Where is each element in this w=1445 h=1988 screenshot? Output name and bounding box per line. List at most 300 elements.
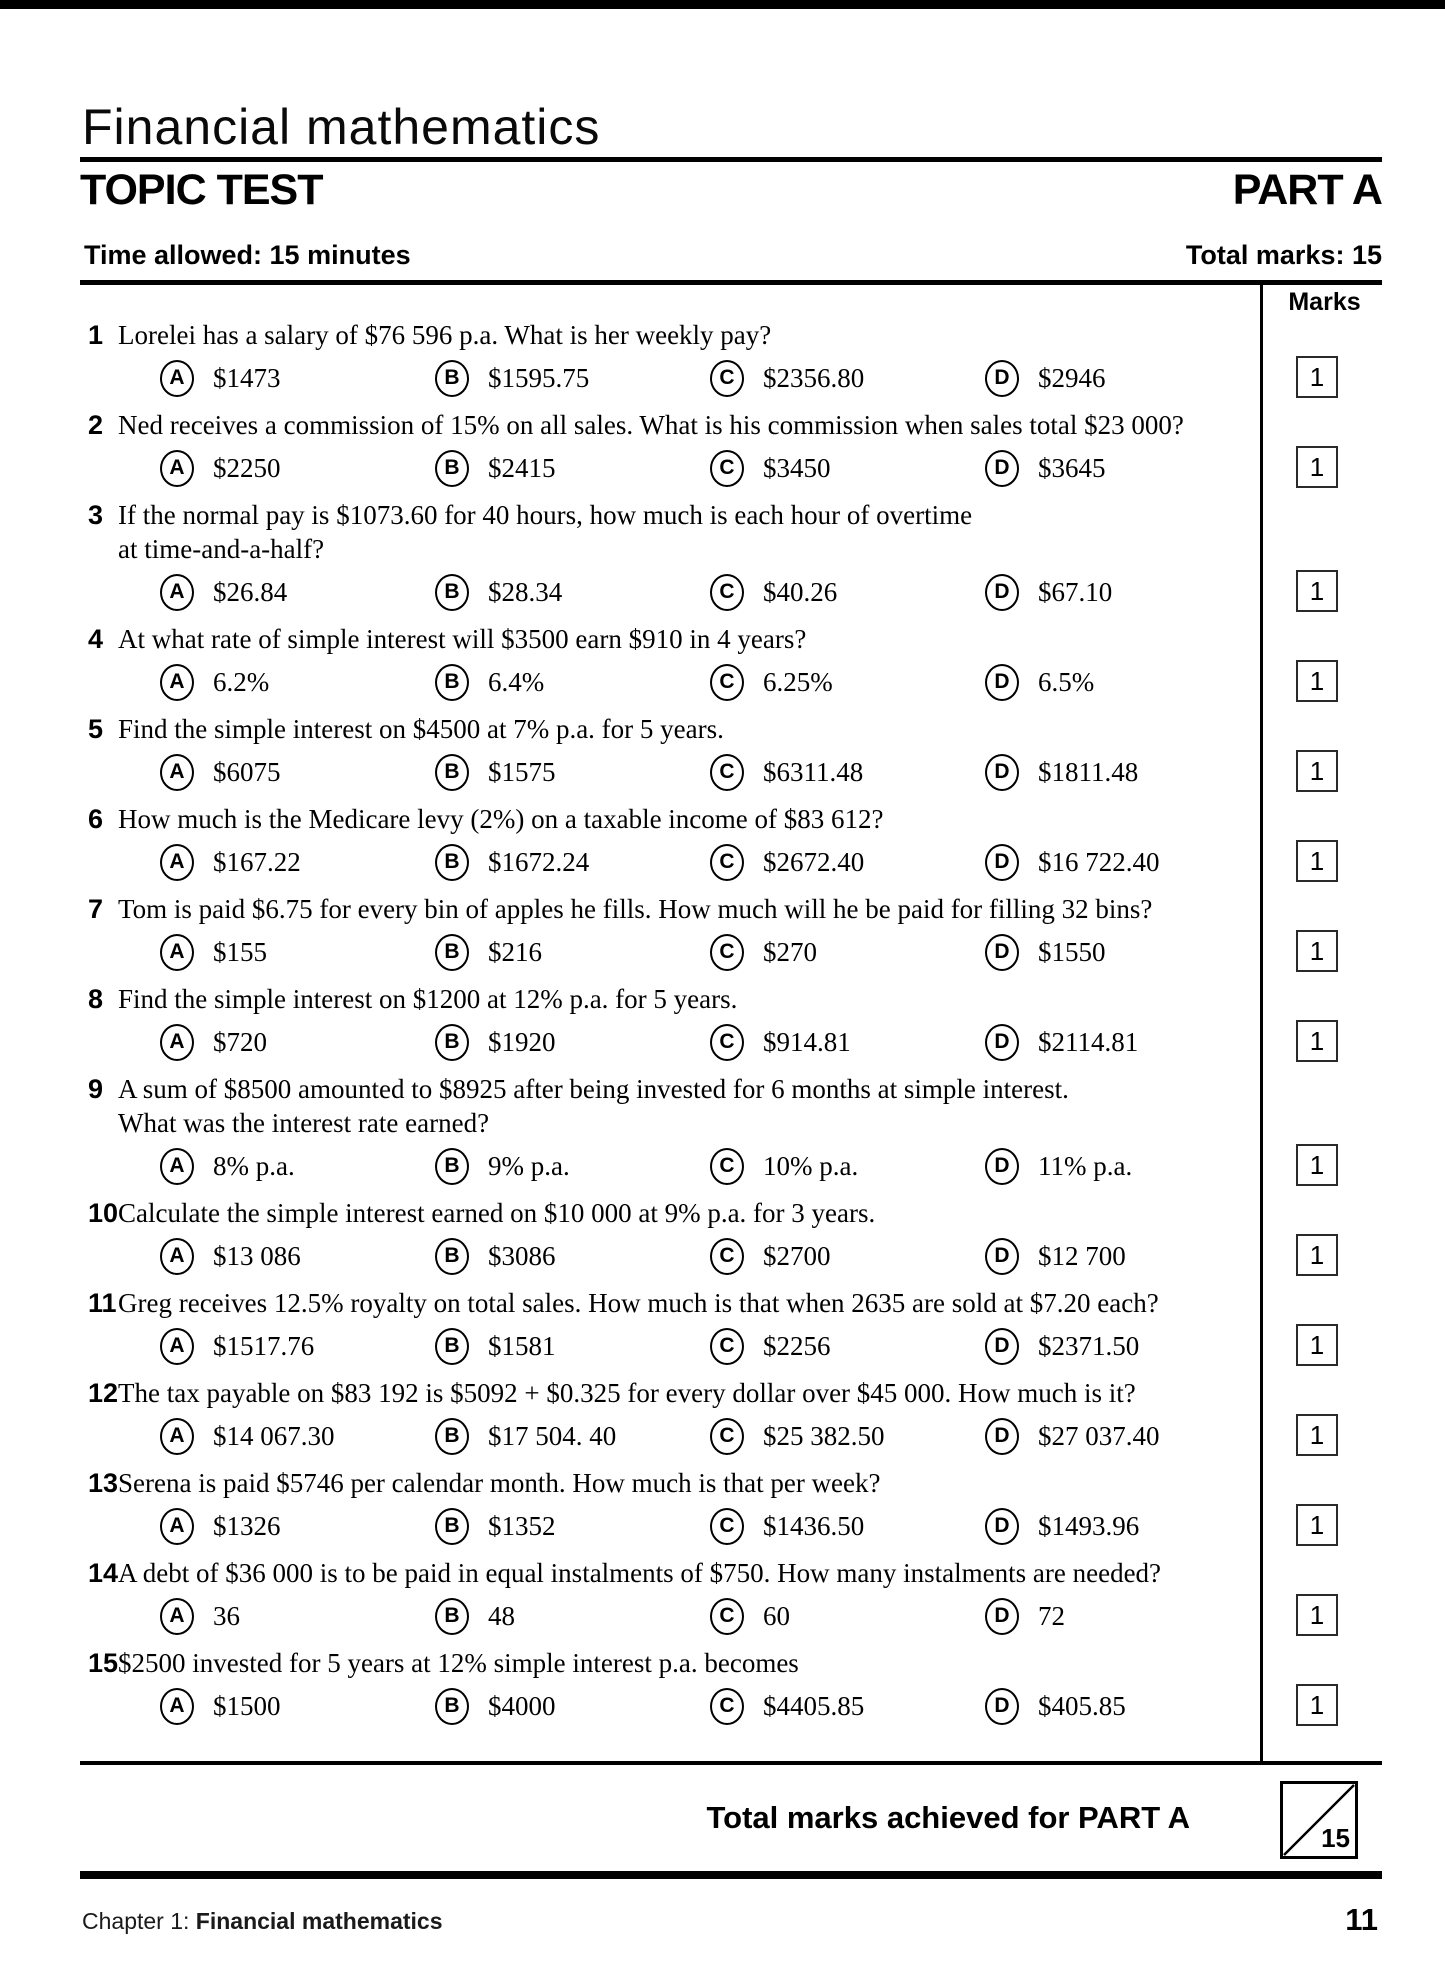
mark-box <box>1296 1414 1338 1456</box>
answer-option <box>985 1326 1260 1366</box>
header-divider <box>80 280 1382 285</box>
option-value: 72 <box>1038 1600 1065 1631</box>
question-row <box>80 982 1325 1062</box>
option-value: $1326 <box>213 1510 281 1541</box>
option-value: $40.26 <box>763 576 838 607</box>
option-letter-circle: C <box>710 1328 744 1365</box>
option-value: $1575 <box>488 756 556 787</box>
option-value: $2356.80 <box>763 362 865 393</box>
option-letter-circle: A <box>160 1688 194 1725</box>
answer-option <box>985 358 1260 398</box>
answer-option <box>710 1506 985 1546</box>
option-letter-circle: B <box>435 844 469 881</box>
option-letter-circle: A <box>160 450 194 487</box>
question-options <box>118 1416 1260 1456</box>
question-text-line: Tom is paid $6.75 for every bin of apples he fills. How much will he be paid for filling 32 bins? <box>118 894 1153 924</box>
option-letter-circle: D <box>985 1238 1019 1275</box>
question-row <box>80 892 1325 972</box>
question-body <box>118 1646 1260 1726</box>
question-row <box>80 498 1325 612</box>
answer-option <box>435 358 710 398</box>
option-letter-circle: D <box>985 1598 1019 1635</box>
footer-divider <box>80 1871 1382 1879</box>
question-row <box>80 712 1325 792</box>
option-value: $2250 <box>213 452 281 483</box>
question-number: 13 <box>88 1468 119 1498</box>
answer-option <box>160 1686 435 1726</box>
answer-option <box>435 1596 710 1636</box>
answer-option <box>985 842 1260 882</box>
answer-option <box>985 662 1260 702</box>
option-letter-circle: B <box>435 934 469 971</box>
question-text-line: Lorelei has a salary of $76 596 p.a. What is her weekly pay? <box>118 320 772 350</box>
option-value: $1436.50 <box>763 1510 865 1541</box>
question-text <box>118 622 1260 656</box>
question-text <box>118 982 1260 1016</box>
option-letter-circle: D <box>985 450 1019 487</box>
question-row <box>80 318 1325 398</box>
marks-column-header: Marks <box>1288 288 1361 316</box>
option-value: $155 <box>213 936 267 967</box>
answer-option <box>435 572 710 612</box>
question-text-line: at time-and-a-half? <box>118 534 325 564</box>
question-row <box>80 1466 1325 1546</box>
question-body <box>118 802 1260 882</box>
question-options <box>118 932 1260 972</box>
question-text <box>118 1072 1260 1140</box>
option-letter-circle: A <box>160 1598 194 1635</box>
answer-option <box>435 1686 710 1726</box>
option-letter-circle: D <box>985 1148 1019 1185</box>
question-body <box>118 498 1260 612</box>
question-body <box>118 318 1260 398</box>
option-value: $4405.85 <box>763 1690 865 1721</box>
question-text-line: Find the simple interest on $1200 at 12% p.a. for 5 years. <box>118 984 738 1014</box>
option-value: 6.5% <box>1038 666 1095 697</box>
option-value: $25 382.50 <box>763 1420 885 1451</box>
option-value: $6311.48 <box>763 756 864 787</box>
question-row <box>80 622 1325 702</box>
score-box <box>1280 1781 1358 1859</box>
question-number: 7 <box>88 894 104 924</box>
answer-option <box>435 842 710 882</box>
option-letter-circle: D <box>985 574 1019 611</box>
answer-option <box>435 752 710 792</box>
question-row <box>80 1072 1325 1186</box>
mark-value: 1 <box>1309 755 1325 786</box>
question-number: 10 <box>88 1198 119 1228</box>
option-value: $6075 <box>213 756 281 787</box>
option-letter-circle: C <box>710 1418 744 1455</box>
option-value: $1517.76 <box>213 1330 315 1361</box>
answer-option <box>435 932 710 972</box>
question-number: 5 <box>88 714 104 744</box>
option-value: $67.10 <box>1038 576 1113 607</box>
option-value: $914.81 <box>763 1026 851 1057</box>
answer-option <box>160 1416 435 1456</box>
option-value: $26.84 <box>213 576 288 607</box>
mark-box <box>1296 356 1338 398</box>
question-row <box>80 1286 1325 1366</box>
option-value: $720 <box>213 1026 267 1057</box>
option-value: $1595.75 <box>488 362 590 393</box>
option-letter-circle: B <box>435 360 469 397</box>
answer-option <box>160 1022 435 1062</box>
option-value: $13 086 <box>213 1240 301 1271</box>
option-letter-circle: B <box>435 1418 469 1455</box>
question-row <box>80 1556 1325 1636</box>
answer-option <box>710 1686 985 1726</box>
question-number: 4 <box>88 624 104 654</box>
question-row <box>80 802 1325 882</box>
question-text <box>118 1646 1260 1680</box>
option-letter-circle: B <box>435 1598 469 1635</box>
question-text <box>118 892 1260 926</box>
option-letter-circle: C <box>710 1598 744 1635</box>
answer-option <box>160 752 435 792</box>
mark-value: 1 <box>1309 1025 1325 1056</box>
answer-option <box>160 572 435 612</box>
option-value: $2114.81 <box>1038 1026 1139 1057</box>
option-letter-circle: D <box>985 1024 1019 1061</box>
option-value: 6.25% <box>763 666 833 697</box>
option-letter-circle: C <box>710 1238 744 1275</box>
question-number: 8 <box>88 984 104 1014</box>
question-body <box>118 1556 1260 1636</box>
answer-option <box>710 1596 985 1636</box>
option-letter-circle: A <box>160 1238 194 1275</box>
question-body <box>118 1286 1260 1366</box>
option-letter-circle: C <box>710 1024 744 1061</box>
answer-option <box>435 1326 710 1366</box>
option-letter-circle: B <box>435 1148 469 1185</box>
question-text <box>118 1376 1260 1410</box>
question-number: 12 <box>88 1378 119 1408</box>
question-text <box>118 802 1260 836</box>
option-letter-circle: B <box>435 450 469 487</box>
score-box-total: 15 <box>1321 1823 1350 1853</box>
option-value: 9% p.a. <box>488 1150 570 1181</box>
option-value: $27 037.40 <box>1038 1420 1160 1451</box>
option-value: $1500 <box>213 1690 281 1721</box>
option-letter-circle: A <box>160 754 194 791</box>
question-text-line: At what rate of simple interest will $3500 earn $910 in 4 years? <box>118 624 807 654</box>
answer-option <box>160 662 435 702</box>
question-body <box>118 892 1260 972</box>
question-text <box>118 712 1260 746</box>
mark-value: 1 <box>1309 665 1325 696</box>
option-letter-circle: C <box>710 1508 744 1545</box>
marks-column-divider <box>1260 285 1263 1763</box>
option-letter-circle: D <box>985 1688 1019 1725</box>
option-value: $2946 <box>1038 362 1106 393</box>
question-body <box>118 1072 1260 1186</box>
question-text <box>118 408 1260 442</box>
mark-box <box>1296 1504 1338 1546</box>
mark-value: 1 <box>1309 575 1325 606</box>
option-letter-circle: A <box>160 844 194 881</box>
option-value: 10% p.a. <box>763 1150 859 1181</box>
mark-box <box>1296 1020 1338 1062</box>
option-value: $2256 <box>763 1330 831 1361</box>
mark-value: 1 <box>1309 1419 1325 1450</box>
question-options <box>118 572 1260 612</box>
option-letter-circle: D <box>985 664 1019 701</box>
answer-option <box>160 1236 435 1276</box>
question-text <box>118 1196 1260 1230</box>
answer-option <box>435 1146 710 1186</box>
mark-value: 1 <box>1309 935 1325 966</box>
mark-box <box>1296 570 1338 612</box>
question-row <box>80 1376 1325 1456</box>
option-value: $3645 <box>1038 452 1106 483</box>
option-value: $17 504. 40 <box>488 1420 617 1451</box>
mark-box <box>1296 1324 1338 1366</box>
option-value: $4000 <box>488 1690 556 1721</box>
option-value: $2371.50 <box>1038 1330 1140 1361</box>
option-value: 60 <box>763 1600 790 1631</box>
answer-option <box>435 1236 710 1276</box>
mark-value: 1 <box>1309 845 1325 876</box>
chapter-title: Financial mathematics <box>82 99 601 155</box>
page-number: 11 <box>1345 1902 1378 1937</box>
question-text <box>118 318 1260 352</box>
option-letter-circle: A <box>160 1418 194 1455</box>
option-value: $405.85 <box>1038 1690 1126 1721</box>
option-letter-circle: A <box>160 664 194 701</box>
test-label: TOPIC TEST <box>80 166 323 214</box>
question-options <box>118 1326 1260 1366</box>
question-text <box>118 1286 1260 1320</box>
question-text-line: Find the simple interest on $4500 at 7% p.a. for 5 years. <box>118 714 724 744</box>
mark-value: 1 <box>1309 1239 1325 1270</box>
option-letter-circle: B <box>435 574 469 611</box>
option-letter-circle: D <box>985 844 1019 881</box>
answer-option <box>160 1596 435 1636</box>
question-text-line: Serena is paid $5746 per calendar month. How much is that per week? <box>118 1468 881 1498</box>
answer-option <box>710 842 985 882</box>
option-value: $12 700 <box>1038 1240 1126 1271</box>
option-letter-circle: D <box>985 754 1019 791</box>
option-letter-circle: A <box>160 1148 194 1185</box>
option-value: $216 <box>488 936 542 967</box>
question-row <box>80 1196 1325 1276</box>
mark-box <box>1296 1234 1338 1276</box>
question-number: 6 <box>88 804 104 834</box>
option-value: $1581 <box>488 1330 556 1361</box>
question-body <box>118 1196 1260 1276</box>
question-options <box>118 842 1260 882</box>
option-letter-circle: C <box>710 664 744 701</box>
question-body <box>118 622 1260 702</box>
mark-box <box>1296 660 1338 702</box>
option-letter-circle: C <box>710 574 744 611</box>
option-value: $2415 <box>488 452 556 483</box>
answer-option <box>710 572 985 612</box>
question-body <box>118 408 1260 488</box>
question-options <box>118 1506 1260 1546</box>
option-value: $2672.40 <box>763 846 865 877</box>
option-letter-circle: B <box>435 1328 469 1365</box>
answer-option <box>985 1596 1260 1636</box>
mark-value: 1 <box>1309 1329 1325 1360</box>
question-number: 3 <box>88 500 104 530</box>
option-value: $3450 <box>763 452 831 483</box>
mark-value: 1 <box>1309 1149 1325 1180</box>
answer-option <box>710 662 985 702</box>
answer-option <box>710 1236 985 1276</box>
option-letter-circle: D <box>985 1418 1019 1455</box>
option-value: $1811.48 <box>1038 756 1139 787</box>
option-value: $2700 <box>763 1240 831 1271</box>
scan-edge-strip <box>0 0 1445 9</box>
question-number: 9 <box>88 1074 104 1104</box>
question-body <box>118 982 1260 1062</box>
option-letter-circle: B <box>435 754 469 791</box>
option-value: 11% p.a. <box>1038 1150 1133 1181</box>
question-options <box>118 1686 1260 1726</box>
question-body <box>118 1376 1260 1456</box>
option-letter-circle: A <box>160 934 194 971</box>
mark-box <box>1296 840 1338 882</box>
option-letter-circle: C <box>710 934 744 971</box>
answer-option <box>160 1506 435 1546</box>
answer-option <box>985 1506 1260 1546</box>
option-letter-circle: C <box>710 754 744 791</box>
answer-option <box>710 752 985 792</box>
question-options <box>118 358 1260 398</box>
question-options <box>118 1236 1260 1276</box>
option-value: 48 <box>488 1600 515 1631</box>
mark-box <box>1296 1594 1338 1636</box>
option-value: 6.4% <box>488 666 545 697</box>
answer-option <box>710 1416 985 1456</box>
total-achieved-label: Total marks achieved for PART A <box>706 1800 1190 1835</box>
question-options <box>118 448 1260 488</box>
chapter-reference-prefix: Chapter 1: <box>82 1908 196 1934</box>
answer-option <box>985 752 1260 792</box>
option-value: $167.22 <box>213 846 301 877</box>
question-text-line: If the normal pay is $1073.60 for 40 hours, how much is each hour of overtime <box>118 500 973 530</box>
question-text-line: How much is the Medicare levy (2%) on a taxable income of $83 612? <box>118 804 884 834</box>
option-value: $1672.24 <box>488 846 590 877</box>
answer-option <box>160 1146 435 1186</box>
chapter-reference-title: Financial mathematics <box>195 1908 443 1934</box>
option-value: $3086 <box>488 1240 556 1271</box>
answer-option <box>710 448 985 488</box>
question-number: 1 <box>88 320 104 350</box>
question-number: 15 <box>88 1648 119 1678</box>
mark-box <box>1296 1684 1338 1726</box>
mark-value: 1 <box>1309 1689 1325 1720</box>
questions-list <box>80 318 1325 1736</box>
answer-option <box>710 932 985 972</box>
option-value: $1352 <box>488 1510 556 1541</box>
answer-option <box>435 1506 710 1546</box>
question-text-line: Ned receives a commission of 15% on all sales. What is his commission when sales total $23 000? <box>118 410 1184 440</box>
option-letter-circle: C <box>710 1688 744 1725</box>
question-text <box>118 1466 1260 1500</box>
answer-option <box>985 448 1260 488</box>
option-letter-circle: D <box>985 1328 1019 1365</box>
option-letter-circle: A <box>160 1508 194 1545</box>
part-label: PART A <box>1232 166 1382 214</box>
question-text-line: A sum of $8500 amounted to $8925 after being invested for 6 months at simple interest. <box>118 1074 1069 1104</box>
total-marks: Total marks: 15 <box>1185 240 1382 270</box>
answer-option <box>160 1326 435 1366</box>
question-text-line: Greg receives 12.5% royalty on total sales. How much is that when 2635 are sold at $7.20 each? <box>118 1288 1159 1318</box>
mark-box <box>1296 750 1338 792</box>
option-value: $14 067.30 <box>213 1420 335 1451</box>
question-text-line: The tax payable on $83 192 is $5092 + $0.325 for every dollar over $45 000. How much is it? <box>118 1378 1136 1408</box>
option-letter-circle: A <box>160 1024 194 1061</box>
answer-option <box>985 932 1260 972</box>
option-value: $270 <box>763 936 817 967</box>
question-number: 11 <box>88 1288 117 1318</box>
answer-option <box>985 1022 1260 1062</box>
question-options <box>118 1146 1260 1186</box>
option-letter-circle: A <box>160 574 194 611</box>
question-number: 14 <box>88 1558 119 1588</box>
option-letter-circle: B <box>435 1024 469 1061</box>
question-row <box>80 1646 1325 1726</box>
answer-option <box>710 358 985 398</box>
answer-option <box>985 1236 1260 1276</box>
mark-box <box>1296 930 1338 972</box>
answer-option <box>985 1416 1260 1456</box>
mark-value: 1 <box>1309 451 1325 482</box>
question-options <box>118 1022 1260 1062</box>
answer-option <box>710 1326 985 1366</box>
option-letter-circle: B <box>435 1688 469 1725</box>
question-text-line: What was the interest rate earned? <box>118 1108 490 1138</box>
mark-box <box>1296 1144 1338 1186</box>
answer-option <box>435 662 710 702</box>
option-letter-circle: B <box>435 1238 469 1275</box>
option-value: $28.34 <box>488 576 563 607</box>
option-letter-circle: D <box>985 360 1019 397</box>
option-value: $1473 <box>213 362 281 393</box>
mark-value: 1 <box>1309 361 1325 392</box>
option-value: 6.2% <box>213 666 270 697</box>
question-text <box>118 498 1260 566</box>
option-value: 36 <box>213 1600 240 1631</box>
table-bottom-divider <box>80 1761 1382 1765</box>
option-value: $1920 <box>488 1026 556 1057</box>
option-letter-circle: A <box>160 360 194 397</box>
answer-option <box>710 1022 985 1062</box>
option-value: 8% p.a. <box>213 1150 295 1181</box>
option-value: $16 722.40 <box>1038 846 1160 877</box>
option-letter-circle: C <box>710 360 744 397</box>
answer-option <box>985 1686 1260 1726</box>
option-letter-circle: D <box>985 934 1019 971</box>
time-allowed: Time allowed: 15 minutes <box>84 240 411 270</box>
answer-option <box>435 1416 710 1456</box>
answer-option <box>985 572 1260 612</box>
answer-option <box>160 448 435 488</box>
question-text-line: $2500 invested for 5 years at 12% simple interest p.a. becomes <box>118 1648 799 1678</box>
answer-option <box>435 448 710 488</box>
question-options <box>118 1596 1260 1636</box>
option-letter-circle: B <box>435 664 469 701</box>
option-letter-circle: C <box>710 1148 744 1185</box>
question-row <box>80 408 1325 488</box>
answer-option <box>160 842 435 882</box>
option-value: $1493.96 <box>1038 1510 1140 1541</box>
mark-value: 1 <box>1309 1509 1325 1540</box>
answer-option <box>160 358 435 398</box>
